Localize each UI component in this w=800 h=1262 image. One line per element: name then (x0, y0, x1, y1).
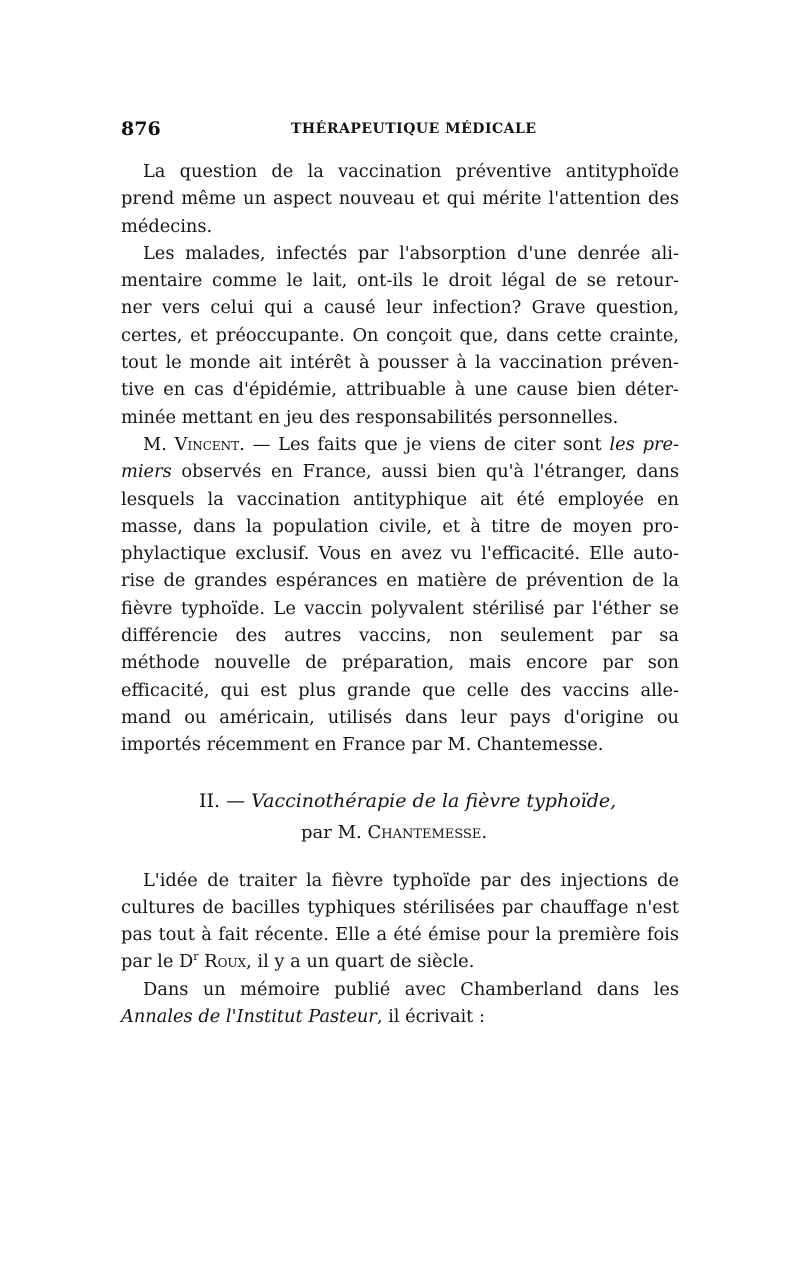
section-gap (121, 849, 679, 867)
running-title: THÉRAPEUTIQUE MÉDICALE (291, 121, 537, 137)
text-line: mentaire comme le lait, ont-ils le droit légal de se retour- (121, 270, 679, 292)
text-line: L'idée de traiter la fièvre typhoïde par des injections de (143, 869, 679, 891)
body-text (121, 158, 679, 1030)
page-header (121, 118, 679, 148)
italic-run: miers (121, 461, 172, 483)
text-line: méthode nouvelle de préparation, mais encore par son (121, 652, 679, 674)
italic-run: les pre- (609, 433, 679, 455)
text-run: , il y a un quart de siècle. (246, 951, 475, 973)
text-run: — Les faits que je viens de citer sont (244, 433, 610, 455)
text-line: importés récemment en France par M. Chantemesse. (121, 734, 604, 756)
text-line: masse, dans la population civile, et à titre de moyen pro- (121, 515, 679, 537)
section-heading (121, 785, 679, 817)
section-number: II. — (199, 789, 252, 812)
text-line: efficacité, qui est plus grande que celle des vaccins alle- (121, 679, 679, 701)
journal-title: Annales de l'Institut Pasteur (121, 1006, 377, 1028)
text-line (121, 948, 679, 975)
text-line: pas tout à fait récente. Elle a été émise pour la première fois (121, 924, 679, 946)
superscript: r (193, 950, 199, 964)
text-line: La question de la vaccination préventive antityphoïde (143, 161, 679, 182)
text-line: Les malades, infectés par l'absorption d'une denrée ali- (143, 242, 679, 264)
person-name: Roux (198, 951, 247, 973)
section-title: Vaccinothérapie de la fièvre typhoïde, (251, 789, 617, 812)
text-line: médecins. (121, 215, 213, 237)
text-line: tive en cas d'épidémie, attribuable à une cause bien déter- (121, 379, 679, 401)
text-line (121, 1003, 679, 1030)
text-run: par le D (121, 951, 194, 973)
page-number: 876 (121, 118, 161, 140)
text-line: minée mettant en jeu des responsabilités personnelles. (121, 406, 619, 428)
text-line: cultures de bacilles typhiques stérilisées par chauffage n'est (121, 896, 679, 918)
text-line: certes, et préoccupante. On conçoit que, dans cette crainte, (121, 324, 679, 346)
text-run: , il écrivait : (376, 1006, 485, 1028)
text-line: Dans un mémoire publié avec Chamberland dans les (143, 978, 679, 1000)
text-line: rise de grandes espérances en matière de prévention de la (121, 570, 679, 592)
text-line: mand ou américain, utilisés dans leur pays d'origine ou (121, 706, 679, 728)
section-byline (121, 817, 679, 849)
text-line: prend même un aspect nouveau et qui mérite l'attention des (121, 188, 679, 210)
text-line: fièvre typhoïde. Le vaccin polyvalent stérilisé par l'éther se (121, 597, 679, 619)
text-line: tout le monde ait intérêt à pousser à la vaccination préven- (121, 352, 679, 374)
text-run: observés en France, aussi bien qu'à l'étranger, dans (171, 461, 679, 483)
text-line: lesquels la vaccination antityphique ait été employée en (121, 488, 679, 510)
text-line: ner vers celui qui a causé leur infection? Grave question, (121, 297, 679, 319)
section-gap (121, 759, 679, 785)
text-line (121, 431, 679, 458)
text-line: phylactique exclusif. Vous en avez vu l'efficacité. Elle auto- (121, 543, 679, 565)
text-line (121, 458, 679, 485)
byline-author: Chantemesse. (367, 821, 488, 843)
speaker-name: M. Vincent. (143, 433, 245, 455)
byline-prefix: par M. (301, 821, 368, 843)
text-line: différencie des autres vaccins, non seulement par sa (121, 625, 679, 647)
